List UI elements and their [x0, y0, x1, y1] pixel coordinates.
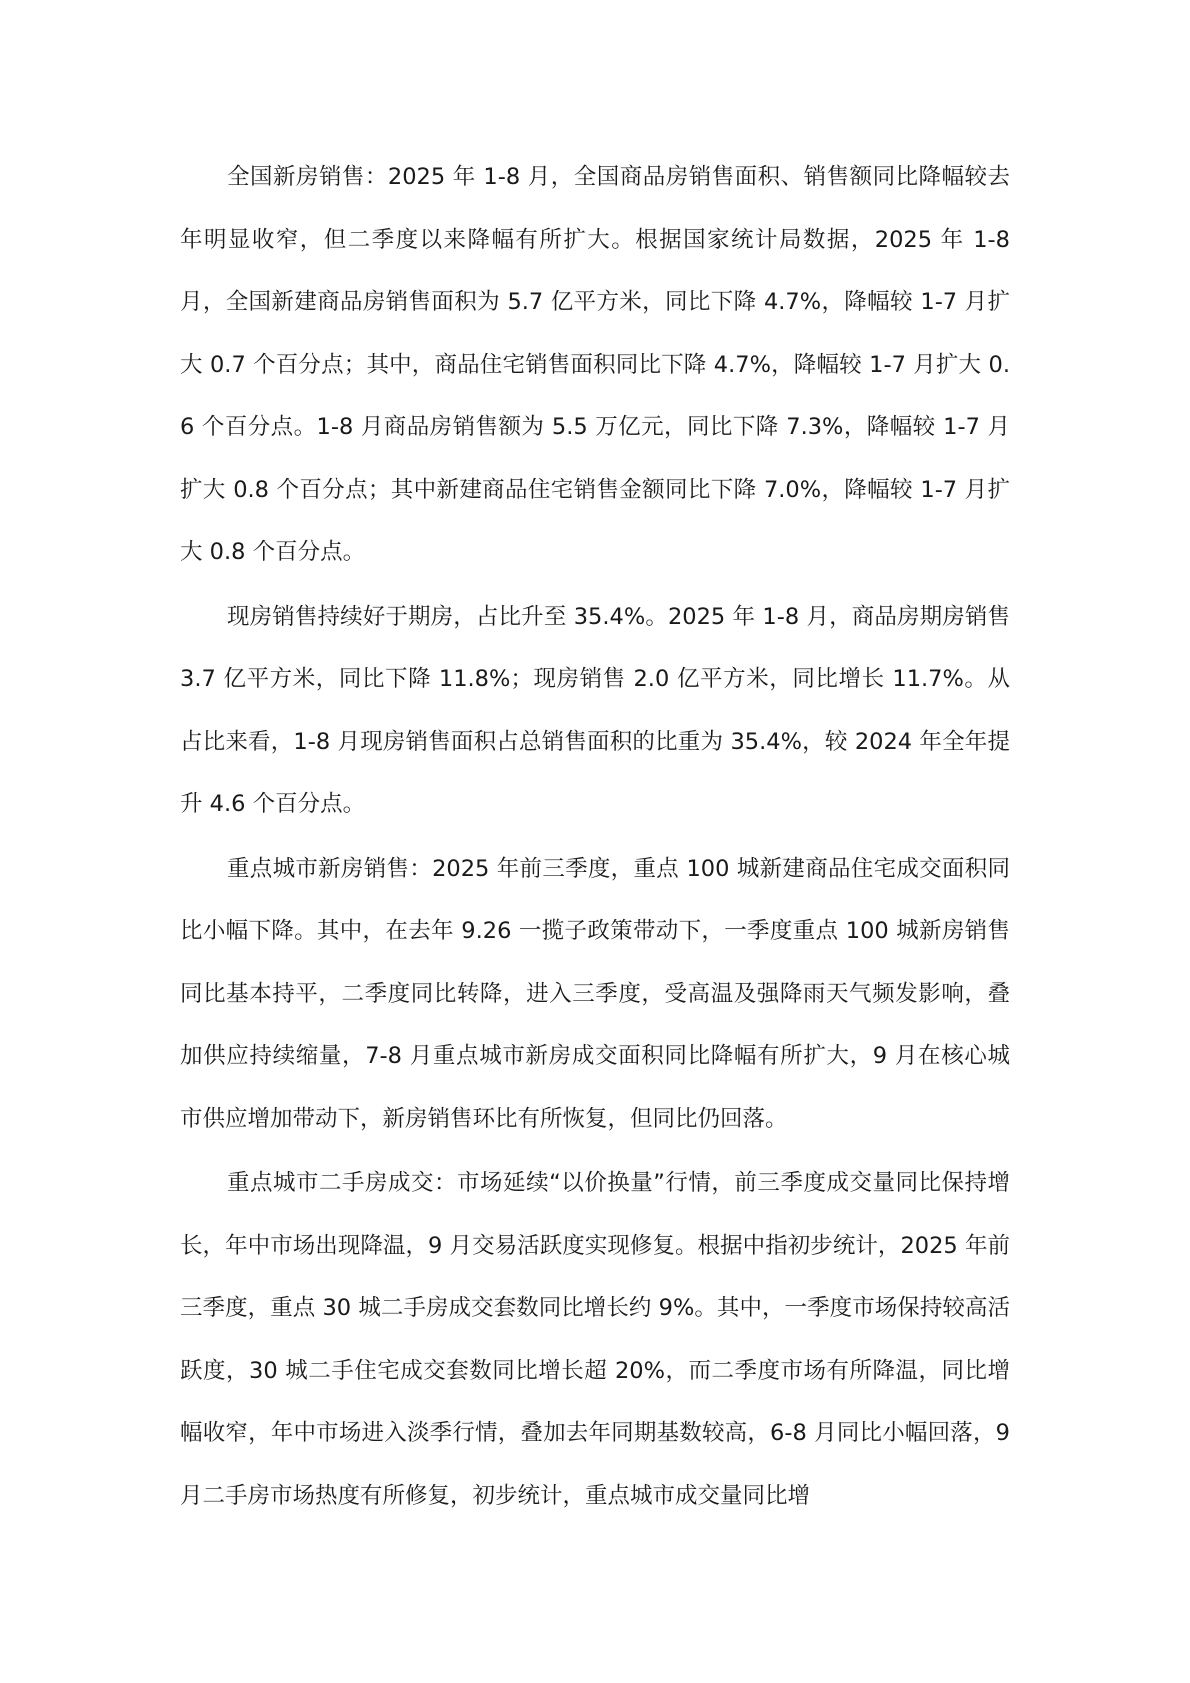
document-page [180, 146, 1010, 1529]
paragraph-key-city-new-home-sales: 重点城市新房销售：2025 年前三季度，重点 100 城新建商品住宅成交面积同比小幅下降。其中，在去年 9.26 一揽子政策带动下，一季度重点 100 城新房销售同比基本持平，二季度同比转降，进入三季度，受高温及强降雨天气频发影响，叠加供应持续缩量，7-8 月重点城市新房成交面积同比降幅有所扩大，9 月在核心城市供应增加带动下，新房销售环比有所恢复，但同比仍回落。 [180, 855, 1010, 1132]
paragraph-completed-home-sales: 现房销售持续好于期房，占比升至 35.4%。2025 年 1-8 月，商品房期房销售 3.7 亿平方米，同比下降 11.8%；现房销售 2.0 亿平方米，同比增长 11.7%。从占比来看，1-8 月现房销售面积占总销售面积的比重为 35.4%，较 2024 年全年提升 4.6 个百分点。 [180, 603, 1010, 817]
paragraph-national-new-home-sales: 全国新房销售：2025 年 1-8 月，全国商品房销售面积、销售额同比降幅较去年明显收窄，但二季度以来降幅有所扩大。根据国家统计局数据，2025 年 1-8 月，全国新建商品房销售面积为 5.7 亿平方米，同比下降 4.7%，降幅较 1-7 月扩大 0.7 个百分点；其中，商品住宅销售面积同比下降 4.7%，降幅较 1-7 月扩大 0.6 个百分点。1-8 月商品房销售额为 5.5 万亿元，同比下降 7.3%，降幅较 1-7 月扩大 0.8 个百分点；其中新建商品住宅销售金额同比下降 7.0%，降幅较 1-7 月扩大 0.8 个百分点。 [180, 164, 1010, 565]
paragraph-key-city-second-hand-sales: 重点城市二手房成交：市场延续“以价换量”行情，前三季度成交量同比保持增长，年中市场出现降温，9 月交易活跃度实现修复。根据中指初步统计，2025 年前三季度，重点 30 城二手房成交套数同比增长约 9%。其中，一季度市场保持较高活跃度，30 城二手住宅成交套数同比增长超 20%，而二季度市场有所降温，同比增幅收窄，年中市场进入淡季行情，叠加去年同期基数较高，6-8 月同比小幅回落，9 月二手房市场热度有所修复，初步统计，重点城市成交量同比增 [180, 1170, 1010, 1509]
